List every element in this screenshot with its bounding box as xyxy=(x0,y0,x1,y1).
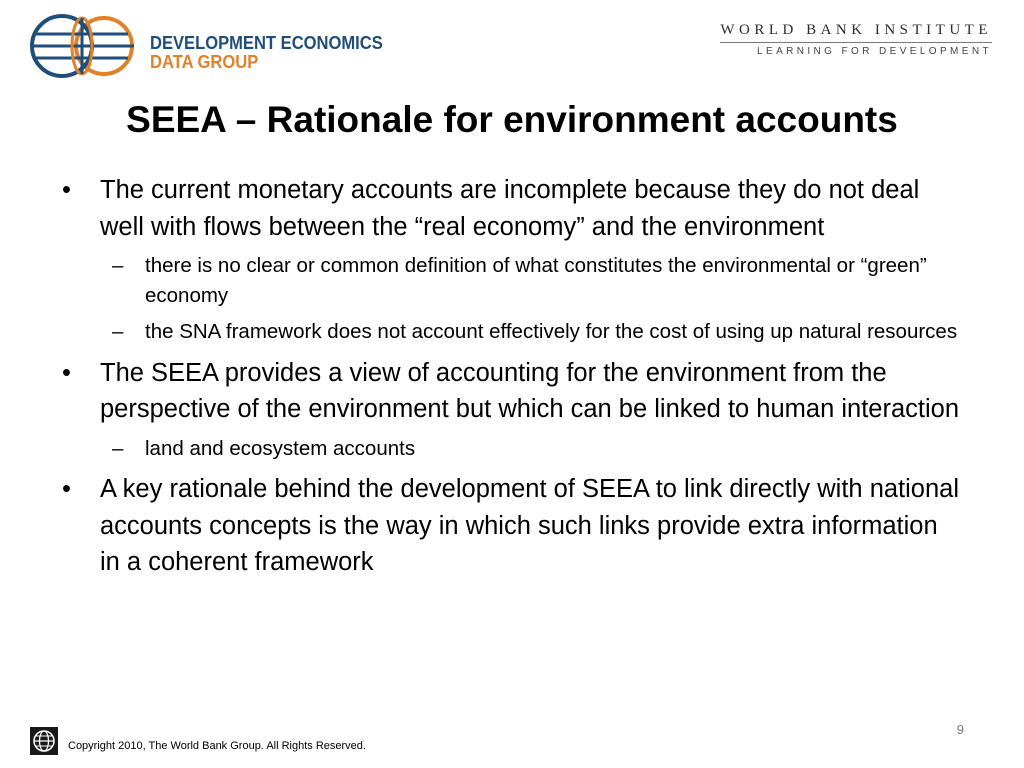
slide-content xyxy=(60,172,960,587)
sub-bullet-text: land and ecosystem accounts xyxy=(145,436,416,460)
sub-bullet-list xyxy=(60,434,960,464)
sub-bullet-item xyxy=(60,251,960,310)
bullet-item xyxy=(60,471,960,581)
globe-rings-logo-icon xyxy=(20,12,145,82)
bullet-item xyxy=(60,172,960,245)
deg-logo xyxy=(20,12,383,82)
sub-bullet-text: there is no clear or common definition of what constitutes the environmental or “green” economy xyxy=(145,254,927,307)
sub-bullet-list xyxy=(60,251,960,347)
bullet-text: A key rationale behind the development of SEEA to link directly with national accounts concepts is the way in which such links provide extra information in a coherent framework xyxy=(100,475,960,576)
sub-bullet-item xyxy=(60,434,960,464)
bullet-item xyxy=(60,355,960,428)
sub-bullet-item xyxy=(60,317,960,347)
sub-bullet-mark: – xyxy=(112,320,124,343)
bullet-mark: • xyxy=(62,176,71,204)
page-number: 9 xyxy=(956,722,964,737)
bullet-mark: • xyxy=(62,358,71,387)
institute-title: WORLD BANK INSTITUTE xyxy=(720,22,992,43)
world-bank-globe-icon xyxy=(30,727,58,755)
copyright-text: Copyright 2010, The World Bank Group. All Rights Reserved. xyxy=(68,740,366,752)
slide-title: SEEA – Rationale for environment accounts xyxy=(126,99,898,140)
logo-line-data-group: DATA GROUP xyxy=(150,52,259,72)
institute-subtitle: LEARNING FOR DEVELOPMENT xyxy=(757,46,992,57)
bullet-text: The SEEA provides a view of accounting for the environment from the perspective of the environment but which can be linked to human interaction xyxy=(100,358,960,423)
sub-bullet-mark: – xyxy=(112,436,124,460)
sub-bullet-text: the SNA framework does not account effectively for the cost of using up natural resources xyxy=(145,320,958,343)
deg-logo-text xyxy=(150,34,383,72)
bullet-mark: • xyxy=(62,475,71,503)
logo-line-development-economics: DEVELOPMENT ECONOMICS xyxy=(150,33,383,53)
sub-bullet-mark: – xyxy=(112,254,124,277)
world-bank-institute-header xyxy=(720,22,992,57)
bullet-text: The current monetary accounts are incomplete because they do not deal well with flows between the “real economy” and the environment xyxy=(100,176,920,241)
